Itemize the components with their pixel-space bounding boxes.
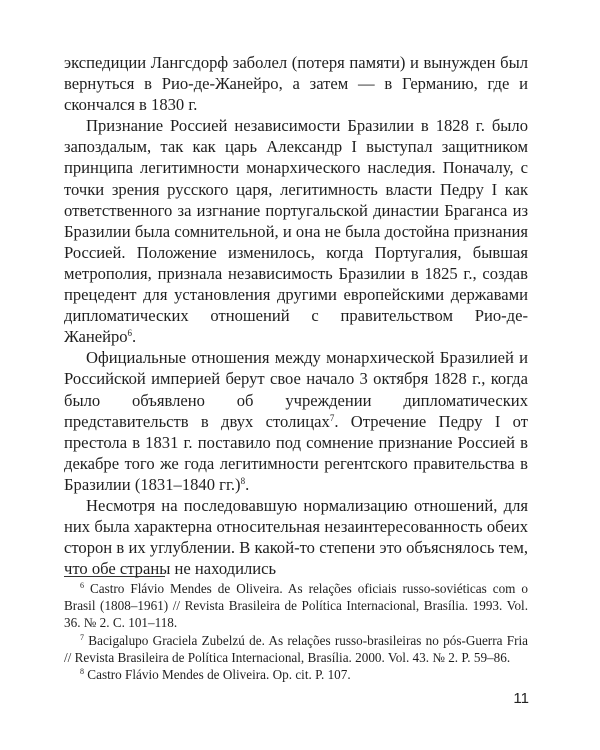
paragraph bbox=[64, 347, 528, 495]
paragraph bbox=[64, 115, 528, 347]
footnote-text: Castro Flávio Mendes de Oliveira. As relações oficiais russo-soviéticas com o Brasil (1808–1961) // Revista Brasileira de Política Internacional, Brasília. 1993. Vol. 36. № 2. C. 101–118. bbox=[64, 581, 528, 631]
footnote-number: 8 bbox=[80, 667, 84, 677]
footnote-ref: 8 bbox=[240, 475, 246, 486]
footnotes bbox=[64, 580, 528, 683]
text-run: экспедиции Лангсдорф заболел (потеря памяти) и вынужден был вернуться в Рио-де-Жанейро, а затем — в Германию, где и скончался в 1830 г. bbox=[64, 53, 528, 115]
footnote-ref: 6 bbox=[127, 328, 133, 339]
footnote-separator bbox=[64, 576, 165, 577]
paragraph bbox=[64, 495, 528, 579]
footnote-ref: 7 bbox=[329, 412, 335, 423]
footnote bbox=[64, 666, 528, 683]
text-run: . bbox=[132, 327, 137, 347]
text-run: . bbox=[245, 474, 250, 494]
text-run: Официальные отношения между монархической Бразилией и Российской империей берут свое начало 3 октября 1828 г., когда было объявлено об учреждении дипломатических представительств в двух столицах bbox=[64, 348, 528, 431]
text-run: . Отречение Педру I от престола в 1831 г. поставило под сомнение признание Россией в декабре того же года легитимности регентского правительства в Бразилии (1831–1840 гг.) bbox=[64, 411, 528, 494]
paragraph bbox=[64, 52, 528, 115]
footnote bbox=[64, 580, 528, 632]
footnote-number: 6 bbox=[80, 581, 84, 590]
footnote-text: Bacigalupo Graciela Zubelzú de. As relações russo-brasileiras no pós-Guerra Fria // Revista Brasileira de Política Internacional, Brasília. 2000. Vol. 43. № 2. P. 59–86. bbox=[64, 632, 528, 665]
page-number: 11 bbox=[513, 690, 529, 707]
text-run: Несмотря на последовавшую нормализацию отношений, для них была характерна относительная незаинтересованность обеих сторон в их углублении. В какой-то степени это объяснялось тем, что обе страны не находились bbox=[64, 495, 528, 579]
text-run: Признание Россией независимости Бразилии в 1828 г. было запоздалым, так как царь Александр I выступал защитником принципа легитимности монархического наследия. Поначалу, с точки зрения русского царя, легитимность власти Педру I как ответственного за изгнание португальской династии Браганса из Бразилии была сомнительной, и она не была достойна признания Россией. Положение изменилось, когда Португалия, бывшая метрополия, признала независимость Бразилии в 1825 г., создав прецедент для установления другими европейскими державами дипломатических отношений с правительством Рио-де-Жанейро bbox=[64, 116, 528, 347]
main-text bbox=[64, 52, 528, 579]
footnote bbox=[64, 632, 528, 666]
footnote-text: Castro Flávio Mendes de Oliveira. Op. cit. P. 107. bbox=[84, 667, 351, 683]
footnote-number: 7 bbox=[80, 632, 84, 642]
